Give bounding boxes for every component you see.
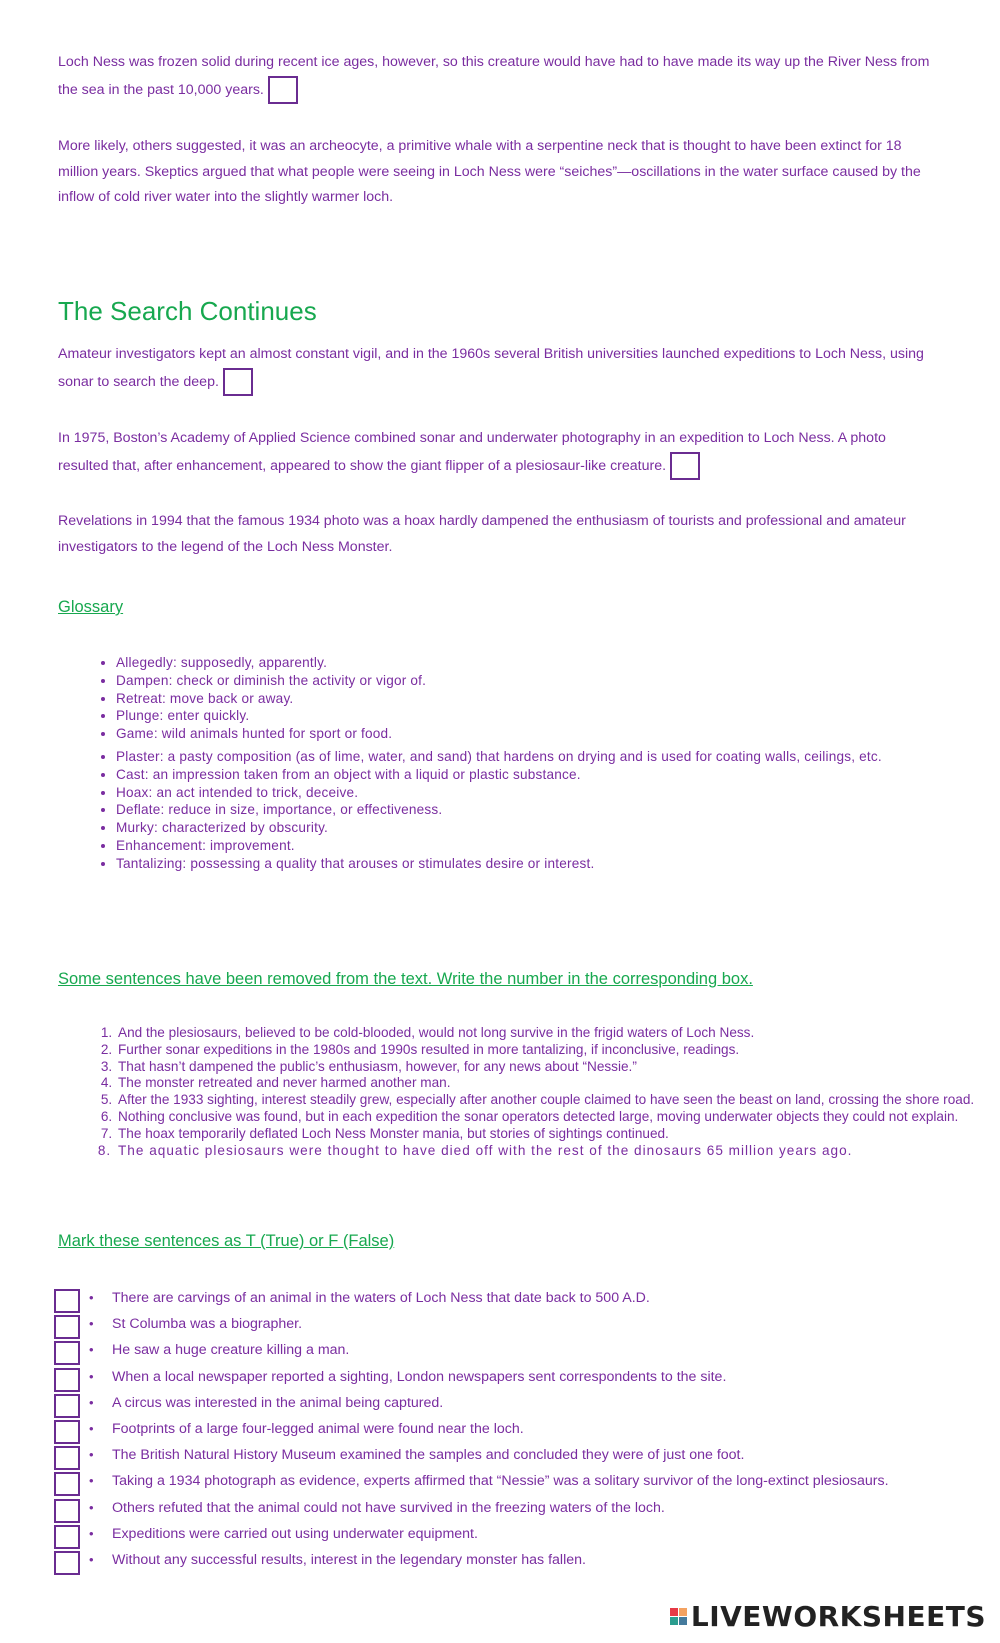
glossary-item: • Deflate: reduce in size, importance, or effectiveness. (116, 801, 986, 819)
tf-statement: Without any successful results, interest in the legendary monster has fallen. (112, 1551, 586, 1568)
tf-row (54, 1287, 954, 1313)
tf-answer-box[interactable] (54, 1289, 80, 1313)
tf-statement: A circus was interested in the animal being captured. (112, 1394, 444, 1411)
tf-statement: St Columba was a biographer. (112, 1316, 303, 1333)
bullet-icon: • (89, 1551, 94, 1567)
glossary-item: • Cast: an impression taken from an object with a liquid or plastic substance. (116, 766, 986, 784)
logo-square (670, 1617, 678, 1625)
true-false-instruction: Mark these sentences as T (True) or F (False) (58, 1232, 395, 1250)
tf-answer-box[interactable] (54, 1315, 80, 1339)
tf-answer-box[interactable] (54, 1341, 80, 1365)
sentences-instruction: Some sentences have been removed from the text. Write the number in the corresponding box. (58, 970, 753, 988)
paragraph-archeocyte: More likely, others suggested, it was an archeocyte, a primitive whale with a serpentine neck that is thought to have been extinct for 18 million years. Skeptics argued that what people were seeing in Loch Ness were “seiches”—oscillations in the water surface caused by the inflow of cold river water into the slightly warmer loch. (58, 138, 921, 205)
sentence-item: 3. That hasn’t dampened the public’s enthusiasm, however, for any news about “Nessie.” (116, 1059, 986, 1076)
paragraph-text: Amateur investigators kept an almost constant vigil, and in the 1960s several British universities launched expeditions to Loch Ness, using sonar to search the deep. (58, 346, 924, 390)
tf-statement: When a local newspaper reported a sighting, London newspapers sent correspondents to the site. (112, 1368, 727, 1385)
tf-row (54, 1392, 954, 1418)
bullet-icon: • (89, 1499, 94, 1515)
paragraph-text: In 1975, Boston’s Academy of Applied Science combined sonar and underwater photography in an expedition to Loch Ness. A photo resulted that, after enhancement, appeared to show the giant flipper of a plesiosaur-like creature. (58, 430, 886, 474)
answer-box-1[interactable] (268, 76, 298, 104)
glossary-item: • Plaster: a pasty composition (as of lime, water, and sand) that hardens on drying and is used for coating walls, ceilings, etc. (116, 748, 986, 766)
tf-row (54, 1418, 954, 1444)
tf-answer-box[interactable] (54, 1420, 80, 1444)
sentence-item: 2. Further sonar expeditions in the 1980s and 1990s resulted in more tantalizing, if inconclusive, readings. (116, 1042, 986, 1059)
tf-row (54, 1549, 954, 1575)
glossary-item: • Murky: characterized by obscurity. (116, 819, 986, 837)
tf-statement: Footprints of a large four-legged animal were found near the loch. (112, 1420, 524, 1437)
tf-answer-box[interactable] (54, 1446, 80, 1470)
glossary-item: • Tantalizing: possessing a quality that arouses or stimulates desire or interest. (116, 855, 986, 873)
sentence-item: 7. The hoax temporarily deflated Loch Ness Monster mania, but stories of sightings continued. (116, 1126, 986, 1143)
tf-answer-box[interactable] (54, 1499, 80, 1523)
tf-row (54, 1313, 954, 1339)
paragraph-vigil (58, 342, 938, 396)
bullet-icon: • (89, 1342, 94, 1358)
glossary-item: • Allegedly: supposedly, apparently. (116, 654, 986, 672)
logo-square (679, 1608, 687, 1616)
tf-statement: Others refuted that the animal could not have survived in the freezing waters of the loch. (112, 1499, 665, 1516)
tf-statement: There are carvings of an animal in the waters of Loch Ness that date back to 500 A.D. (112, 1290, 650, 1306)
bullet-icon: • (89, 1447, 94, 1463)
sentence-item: 1. And the plesiosaurs, believed to be cold-blooded, would not long survive in the frigid waters of Loch Ness. (116, 1025, 986, 1042)
bullet-icon: • (89, 1525, 94, 1541)
tf-statement: Taking a 1934 photograph as evidence, experts affirmed that “Nessie” was a solitary survivor of the long-extinct plesiosaurs. (112, 1473, 889, 1490)
removed-sentences-list (58, 1025, 986, 1159)
paragraph-ice-ages (58, 50, 938, 104)
true-false-list (54, 1287, 954, 1575)
bullet-icon: • (89, 1368, 94, 1384)
sentence-item: 5. After the 1933 sighting, interest steadily grew, especially after another couple claimed to have seen the beast on land, crossing the shore road. (116, 1092, 986, 1109)
tf-answer-box[interactable] (54, 1368, 80, 1392)
tf-statement: Expeditions were carried out using underwater equipment. (112, 1525, 478, 1542)
tf-row (54, 1444, 954, 1470)
sentence-item: 4. The monster retreated and never harmed another man. (116, 1075, 986, 1092)
bullet-icon: • (89, 1420, 94, 1436)
paragraph-1994: Revelations in 1994 that the famous 1934 photo was a hoax hardly dampened the enthusiasm of tourists and professional and amateur investigators to the legend of the Loch Ness Monster. (58, 513, 906, 555)
logo-square (670, 1608, 678, 1616)
answer-box-3[interactable] (670, 452, 700, 480)
glossary-item: • Game: wild animals hunted for sport or food. (116, 725, 986, 743)
sentence-item: 6. Nothing conclusive was found, but in each expedition the sonar operators detected large, moving underwater objects they could not explain. (116, 1109, 986, 1126)
logo-mark-icon (670, 1608, 687, 1625)
tf-row (54, 1523, 954, 1549)
bullet-icon: • (89, 1316, 94, 1332)
glossary-list (58, 654, 986, 873)
tf-statement: The British Natural History Museum examined the samples and concluded they were of just one foot. (112, 1447, 745, 1464)
bullet-icon: • (89, 1473, 94, 1489)
tf-row (54, 1497, 954, 1523)
tf-row (54, 1339, 954, 1365)
answer-box-2[interactable] (223, 368, 253, 396)
section-heading: The Search Continues (58, 296, 317, 326)
tf-answer-box[interactable] (54, 1551, 80, 1575)
bullet-icon: • (89, 1394, 94, 1410)
glossary-item: • Retreat: move back or away. (116, 690, 986, 708)
sentence-item: 8. The aquatic plesiosaurs were thought to have died off with the rest of the dinosaurs 65 million years ago. (116, 1143, 986, 1160)
tf-row (54, 1366, 954, 1392)
bullet-icon: • (89, 1290, 94, 1305)
glossary-item: • Plunge: enter quickly. (116, 707, 986, 725)
tf-answer-box[interactable] (54, 1394, 80, 1418)
glossary-title: Glossary (58, 598, 124, 616)
paragraph-text: Loch Ness was frozen solid during recent ice ages, however, so this creature would have had to have made its way up the River Ness from the sea in the past 10,000 years. (58, 54, 930, 98)
liveworksheets-logo (670, 1600, 986, 1633)
logo-text: LIVEWORKSHEETS (690, 1600, 986, 1633)
tf-answer-box[interactable] (54, 1472, 80, 1496)
glossary-item: • Enhancement: improvement. (116, 837, 986, 855)
tf-row (54, 1470, 954, 1496)
logo-square (679, 1617, 687, 1625)
tf-statement: He saw a huge creature killing a man. (112, 1342, 350, 1359)
tf-answer-box[interactable] (54, 1525, 80, 1549)
glossary-item: • Hoax: an act intended to trick, deceive. (116, 784, 986, 802)
paragraph-1975 (58, 426, 938, 480)
glossary-item: • Dampen: check or diminish the activity or vigor of. (116, 672, 986, 690)
